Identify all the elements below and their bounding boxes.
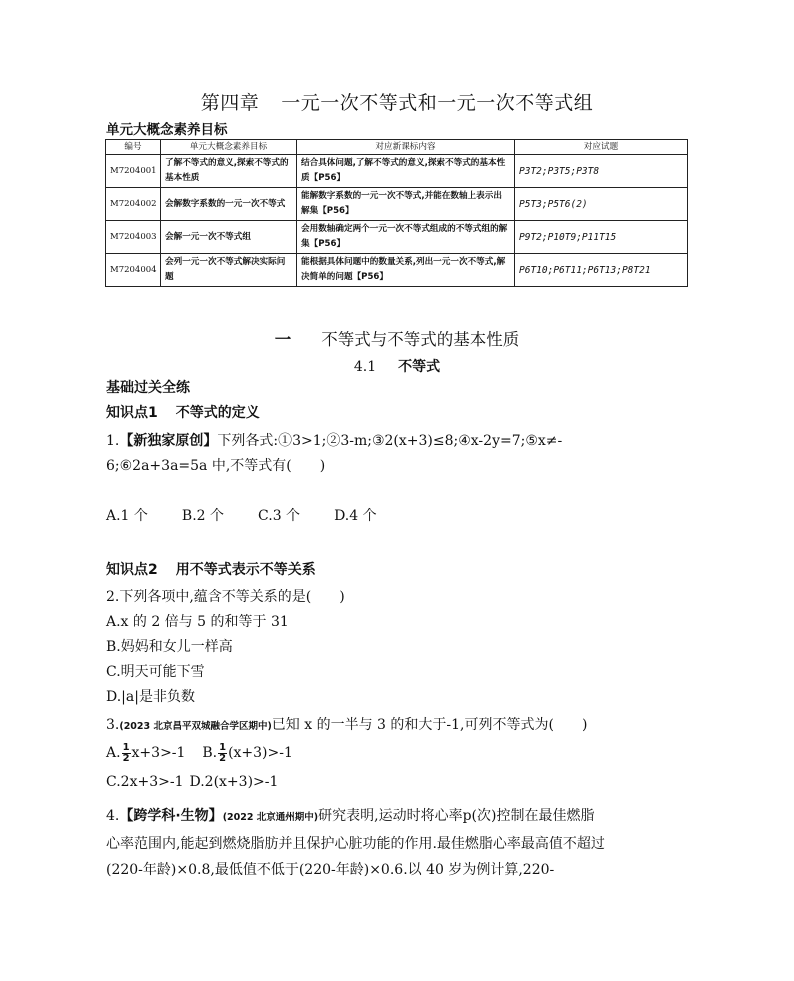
lesson-number: 4.1 xyxy=(353,359,377,375)
q4-line2: 心率范围内,能起到燃烧脂肪并且保护心脏功能的作用.最佳燃脂心率最高值不超过 xyxy=(106,836,605,852)
row-standard: 会用数轴确定两个一元一次不等式组成的不等式组的解集【P56】 xyxy=(297,221,515,254)
row-goal: 会解数字系数的一元一次不等式 xyxy=(161,188,297,221)
q3-option-a-rest: x+3>-1 xyxy=(131,745,186,761)
row-goal: 了解不等式的意义,探索不等式的基本性质 xyxy=(161,155,297,188)
header-goal: 单元大概念素养目标 xyxy=(161,140,297,155)
table-row xyxy=(106,188,688,221)
q3-option-b-prefix: B. xyxy=(202,745,218,761)
q2-stem: 2.下列各项中,蕴含不等关系的是( ) xyxy=(106,589,345,605)
q1-stem: 下列各式:①3>1;②3-m;③2(x+3)≤8;④x-2y=7;⑤x≠- xyxy=(217,433,563,449)
q1-options xyxy=(106,504,696,529)
row-standard: 能根据具体问题中的数量关系,列出一元一次不等式,解决简单的问题【P56】 xyxy=(297,254,515,287)
lesson-title xyxy=(0,356,794,376)
table-row xyxy=(106,155,688,188)
q3-option-b xyxy=(202,741,293,764)
q1-option-b: B.2 个 xyxy=(181,508,225,524)
q1-number: 1. xyxy=(106,433,120,449)
kp1-title: 不等式的定义 xyxy=(175,405,260,421)
question-4 xyxy=(106,803,696,883)
q2-option-d: D.|a|是非负数 xyxy=(106,689,195,705)
frac-den: 2 xyxy=(219,752,227,764)
row-tests: P3T2;P3T5;P3T8 xyxy=(515,155,688,188)
row-standard: 能解数字系数的一元一次不等式,并能在数轴上表示出解集【P56】 xyxy=(297,188,515,221)
q3-stem: 已知 x 的一半与 3 的和大于-1,可列不等式为( ) xyxy=(271,717,588,733)
chapter-name: 一元一次不等式和一元一次不等式组 xyxy=(281,92,594,114)
row-code: M7204001 xyxy=(106,155,161,188)
kp1-label: 知识点1 xyxy=(106,405,158,421)
q3-option-b-rest: (x+3)>-1 xyxy=(228,745,293,761)
q2-option-b: B.妈妈和女儿一样高 xyxy=(106,639,233,655)
q1-option-c: C.3 个 xyxy=(258,508,301,524)
q1-line2: 6;⑥2a+3a=5a 中,不等式有( ) xyxy=(106,458,326,474)
q4-stem: 研究表明,运动时将心率p(次)控制在最佳燃脂 xyxy=(318,808,595,824)
question-1 xyxy=(106,429,696,529)
q3-option-b-fraction xyxy=(218,743,227,764)
section-number: 一 xyxy=(274,330,292,349)
question-3 xyxy=(106,713,696,795)
q4-number: 4. xyxy=(106,808,120,824)
q3-source: (2023 北京昌平双城融合学区期中) xyxy=(119,721,272,732)
q3-options-cd xyxy=(106,770,696,795)
header-tests: 对应试题 xyxy=(515,140,688,155)
q2-option-c: C.明天可能下雪 xyxy=(106,664,205,680)
frac-num: 1 xyxy=(122,741,130,753)
header-standard: 对应新课标内容 xyxy=(297,140,515,155)
frac-num: 1 xyxy=(219,741,227,753)
chapter-label: 第四章 xyxy=(200,92,260,114)
q3-option-a-prefix: A. xyxy=(106,745,121,761)
q3-line1 xyxy=(106,713,696,739)
q1-option-d: D.4 个 xyxy=(334,508,377,524)
table-row xyxy=(106,254,688,287)
q1-line1 xyxy=(106,429,696,454)
row-tests: P9T2;P10T9;P11T15 xyxy=(515,221,688,254)
section-title xyxy=(0,326,794,350)
q4-tag: 【跨学科·生物】 xyxy=(119,808,223,824)
header-code: 编号 xyxy=(106,140,161,155)
chapter-title xyxy=(0,88,794,115)
kp2-label: 知识点2 xyxy=(106,562,158,578)
q3-option-a xyxy=(106,741,186,764)
row-tests: P5T3;P5T6(2) xyxy=(515,188,688,221)
lesson-name: 不等式 xyxy=(398,359,441,375)
unit-goals-heading: 单元大概念素养目标 xyxy=(106,122,228,138)
table-header-row xyxy=(106,140,688,155)
q3-option-c: C.2x+3>-1 xyxy=(106,774,184,790)
section-name: 不等式与不等式的基本性质 xyxy=(321,330,520,349)
q1-option-a: A.1 个 xyxy=(106,508,148,524)
q4-line3: (220-年龄)×0.8,最低值不低于(220-年龄)×0.6.以 40 岁为例计算,220- xyxy=(106,862,555,878)
q2-option-a: A.x 的 2 倍与 5 的和等于 31 xyxy=(106,614,289,630)
table-row xyxy=(106,221,688,254)
row-goal: 会列一元一次不等式解决实际问题 xyxy=(161,254,297,287)
frac-den: 2 xyxy=(122,752,130,764)
unit-goals-table xyxy=(105,139,688,287)
kp2-title: 用不等式表示不等关系 xyxy=(175,562,316,578)
q3-option-d: D.2(x+3)>-1 xyxy=(189,774,279,790)
knowledge-point-2 xyxy=(106,558,696,583)
q3-option-a-fraction xyxy=(122,743,131,764)
knowledge-point-1 xyxy=(106,401,696,426)
q3-options-ab xyxy=(106,739,696,767)
row-code: M7204002 xyxy=(106,188,161,221)
row-code: M7204004 xyxy=(106,254,161,287)
row-standard: 结合具体问题,了解不等式的意义,探索不等式的基本性质【P56】 xyxy=(297,155,515,188)
q4-line1 xyxy=(106,803,696,831)
q3-number: 3. xyxy=(106,717,120,733)
question-2 xyxy=(106,585,696,710)
q4-source: (2022 北京通州期中) xyxy=(222,812,319,823)
row-code: M7204003 xyxy=(106,221,161,254)
practice-heading: 基础过关全练 xyxy=(106,380,190,396)
row-tests: P6T10;P6T11;P6T13;P8T21 xyxy=(515,254,688,287)
row-goal: 会解一元一次不等式组 xyxy=(161,221,297,254)
q1-tag: 【新独家原创】 xyxy=(119,433,218,449)
